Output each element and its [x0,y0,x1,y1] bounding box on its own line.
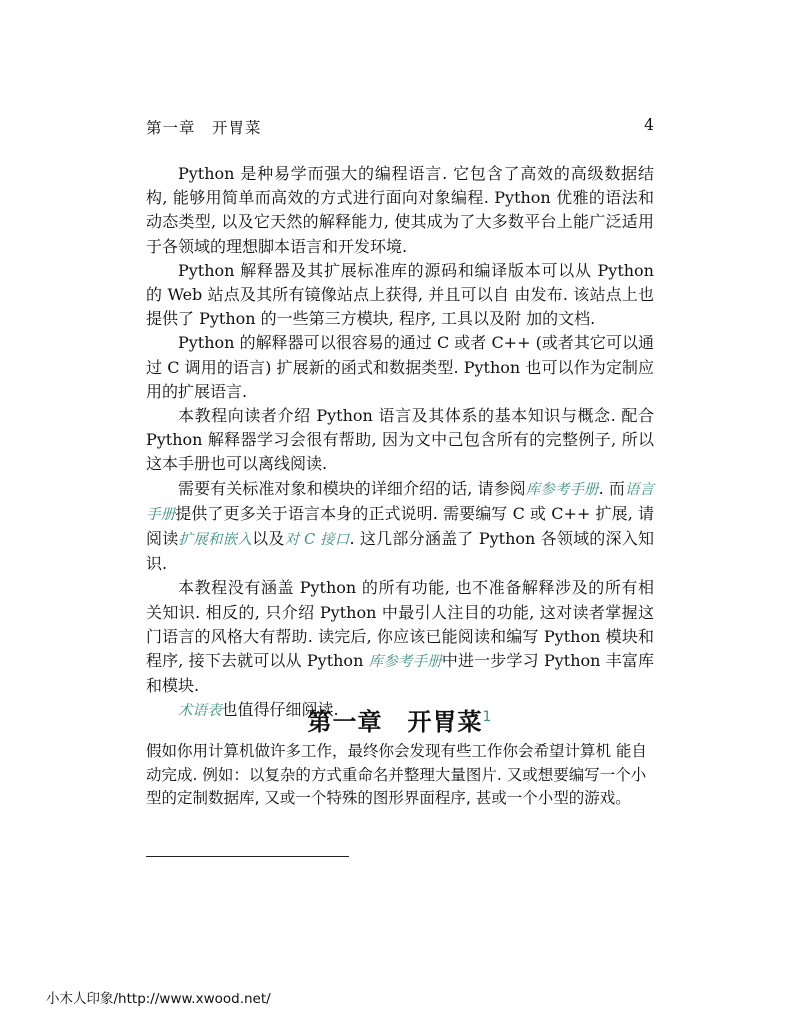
paragraph-text: Python 是种易学而强大的编程语言. 它包含了高效的高级数据结构, 能够用简单而高效的方式进行面向对象编程. Python 优雅的语法和动态类型, 以及它天然的解释能力, 使其成为了大多数平台上能广泛适用于各领域的理想脚本语言和开发环境. [146,164,654,256]
body-paragraph [146,331,654,404]
body-paragraph [146,259,654,332]
paragraph-text: 中进一步学习 Python 丰富库和模块. [146,651,654,696]
chapter-heading-text: 第一章 开胃菜 [307,708,483,736]
paragraph-text: . 而 [598,478,625,498]
paragraph-text: 以及 [252,529,285,549]
cross-reference-link[interactable]: 对 C 接口 [284,532,350,549]
paragraph-text: 需要有关标准对象和模块的详细介绍的话, 请参阅 [178,478,526,498]
paragraph-text: 本教程向读者介绍 Python 语言及其体系的基本知识与概念. 配合 Python 解释器学习会很有帮助, 因为文中己包含所有的完整例子, 所以这本手册也可以离线阅读. [146,406,654,474]
cross-reference-link[interactable]: 库参考手册 [525,481,599,498]
running-header-title: 第一章 开胃菜 [146,119,262,137]
paragraph-text: . 这几部分涵盖了 Python 各领域的深入知识. [146,529,654,574]
paragraph-text: Python 解释器及其扩展标准库的源码和编译版本可以从 Python 的 Web 站点及其所有镜像站点上获得, 并且可以自 由发布. 该站点上也提供了 Python 的一些第三方模块, 程序, 工具以及附 加的文档. [146,260,654,329]
paragraph-text: 本教程没有涵盖 Python 的所有功能, 也不准备解释涉及的所有相关知识. 相反的, 只介绍 Python 中最引人注目的功能, 这对读者掌握这门语言的风格大有帮助. 读完后, 你应该已能阅读和编写 Python 模块和程序, 接下去就可以从 Python [146,578,654,671]
body-text [146,162,654,724]
chapter-heading [146,702,654,737]
cross-reference-link[interactable]: 语言手册 [146,481,654,523]
footnote-rule [146,856,349,857]
cross-reference-link[interactable]: 术语表 [178,703,222,720]
running-header [146,114,654,142]
body-paragraph [146,477,654,577]
paragraph-text: Python 的解释器可以很容易的通过 C 或者 C++ (或者其它可以通过 C 调用的语言) 扩展新的函式和数据类型. Python 也可以作为定制应用的扩展语言. [146,333,654,401]
intro-paragraph: 假如你用计算机做许多工作，最终你会发现有些工作你会希望计算机 能自动完成. 例如：以复杂的方式重命名并整理大量图片. 又或想要编写一个小型的定制数据库, 又或一个特殊的图形界面程序, 甚或一个小型的游戏。 [146,742,647,807]
watermark: 小木人印象/http://www.xwood.net/ [46,991,271,1007]
body-paragraph [146,404,654,477]
cross-reference-link[interactable]: 库参考手册 [368,654,442,671]
cross-reference-link[interactable]: 扩展和嵌入 [178,532,253,549]
page-number: 4 [644,116,654,134]
footnote-mark[interactable]: 1 [482,709,493,725]
body-paragraph [146,576,654,698]
body-paragraph [146,162,654,259]
paragraph-text: 提供了更多关于语言本身的正式说明. 需要编写 C 或 C++ 扩展, 请阅读 [146,503,654,549]
paragraph-text: 也值得仔细阅读. [221,700,339,720]
